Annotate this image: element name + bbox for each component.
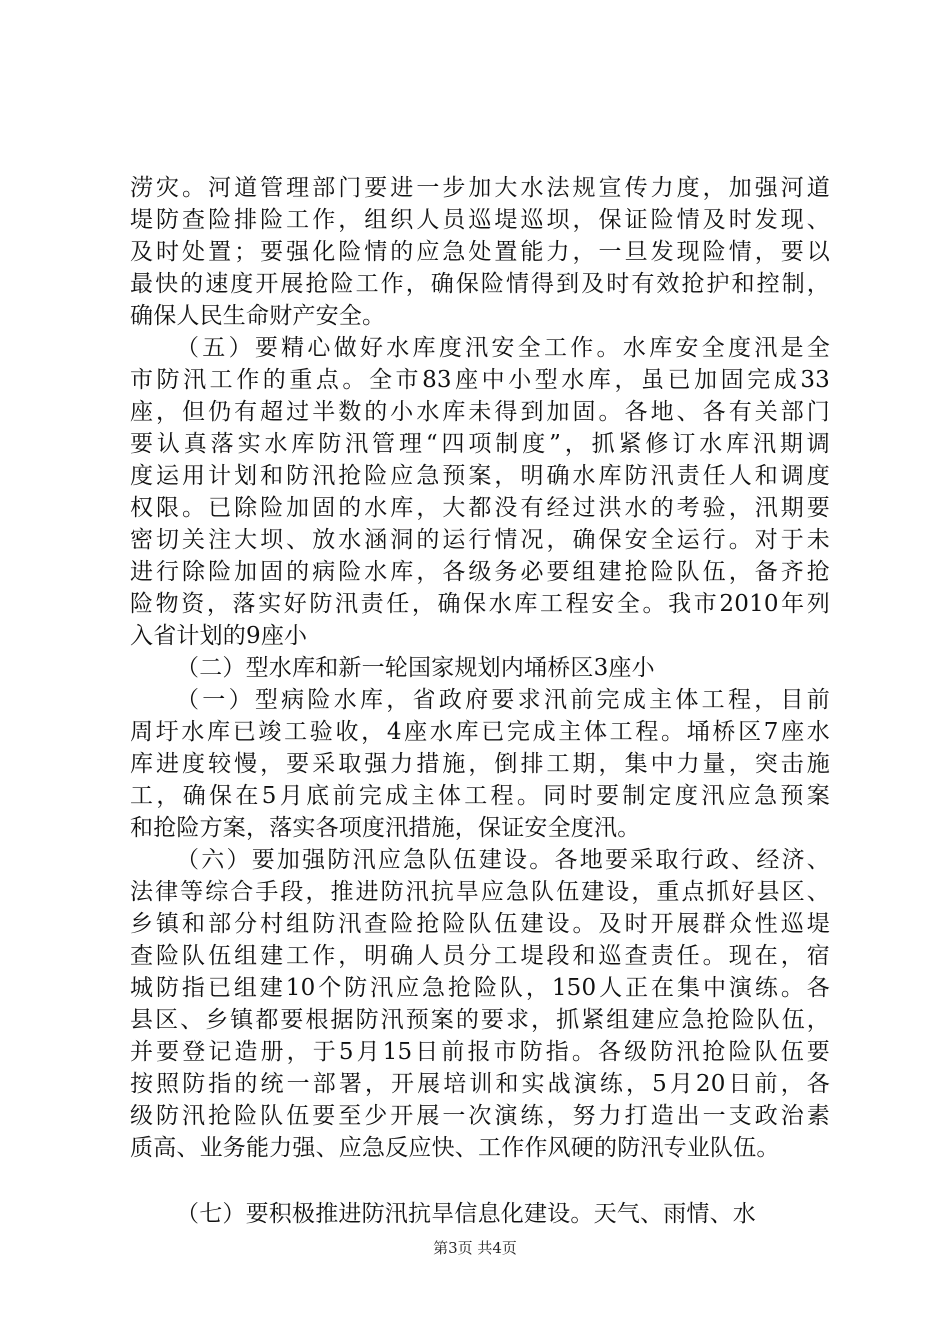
text-line: 级防汛抢险队伍要至少开展一次演练，努力打造出一支政治素 [130, 1103, 830, 1129]
text-line: 法律等综合手段，推进防汛抗旱应急队伍建设，重点抓好县区、 [130, 879, 830, 905]
paragraph-five-reservoir [130, 332, 830, 652]
text-line: 进行除险加固的病险水库，各级务必要组建抢险队伍，备齐抢 [130, 559, 830, 585]
text-line: （七）要积极推进防汛抗旱信息化建设。天气、雨情、水 [176, 1201, 756, 1227]
paragraph-gap [130, 1164, 830, 1198]
paragraph-seven-info [130, 1198, 830, 1230]
text-line: 最快的速度开展抢险工作，确保险情得到及时有效抢护和控制， [130, 271, 830, 297]
text-line: 城防指已组建10个防汛应急抢险队，150人正在集中演练。各 [130, 975, 830, 1001]
paragraph-one-reservoir [130, 684, 830, 844]
text-line: 县区、乡镇都要根据防汛预案的要求，抓紧组建应急抢险队伍， [130, 1007, 830, 1033]
text-line: 险物资，落实好防汛责任，确保水库工程安全。我市2010年列 [130, 591, 830, 617]
paragraph-two-reservoir [130, 652, 830, 684]
text-line: 及时处置；要强化险情的应急处置能力，一旦发现险情，要以 [130, 239, 830, 265]
text-line: 涝灾。河道管理部门要进一步加大水法规宣传力度，加强河道 [130, 175, 830, 201]
text-line: （六）要加强防汛应急队伍建设。各地要采取行政、经济、 [176, 847, 830, 873]
text-line: （五）要精心做好水库度汛安全工作。水库安全度汛是全 [176, 335, 830, 361]
text-line: 工，确保在5月底前完成主体工程。同时要制定度汛应急预案 [130, 783, 830, 809]
text-line: 库进度较慢，要采取强力措施，倒排工期，集中力量，突击施 [130, 751, 830, 777]
document-body [130, 172, 830, 1230]
text-line: 查险队伍组建工作，明确人员分工堤段和巡查责任。现在，宿 [130, 943, 830, 969]
text-line: 确保人民生命财产安全。 [130, 303, 386, 329]
page-footer: 第3页 共4页 [433, 1239, 517, 1257]
text-line: 质高、业务能力强、应急反应快、工作作风硬的防汛专业队伍。 [130, 1135, 780, 1161]
text-line: 按照防指的统一部署，开展培训和实战演练，5月20日前，各 [130, 1071, 830, 1097]
text-line: 堤防查险排险工作，组织人员巡堤巡坝，保证险情及时发现、 [130, 207, 830, 233]
text-line: 乡镇和部分村组防汛查险抢险队伍建设。及时开展群众性巡堤 [130, 911, 830, 937]
text-line: 座，但仍有超过半数的小水库未得到加固。各地、各有关部门 [130, 399, 830, 425]
text-line: 要认真落实水库防汛管理“四项制度”，抓紧修订水库汛期调 [130, 431, 830, 457]
text-line: 权限。已除险加固的水库，大都没有经过洪水的考验，汛期要 [130, 495, 830, 521]
text-line: 并要登记造册，于5月15日前报市防指。各级防汛抢险队伍要 [130, 1039, 830, 1065]
text-line: 密切关注大坝、放水涵洞的运行情况，确保安全运行。对于未 [130, 527, 830, 553]
paragraph-flood-river [130, 172, 830, 332]
text-line: 入省计划的9座小 [130, 623, 308, 649]
text-line: （一）型病险水库，省政府要求汛前完成主体工程，目前 [176, 687, 830, 713]
text-line: 和抢险方案，落实各项度汛措施，保证安全度汛。 [130, 815, 641, 841]
text-line: 市防汛工作的重点。全市83座中小型水库，虽已加固完成33 [130, 367, 830, 393]
text-line: 周圩水库已竣工验收，4座水库已完成主体工程。埇桥区7座水 [130, 719, 830, 745]
text-line: 度运用计划和防汛抢险应急预案，明确水库防汛责任人和调度 [130, 463, 830, 489]
paragraph-six-teams [130, 844, 830, 1164]
text-line: （二）型水库和新一轮国家规划内埇桥区3座小 [176, 655, 655, 681]
